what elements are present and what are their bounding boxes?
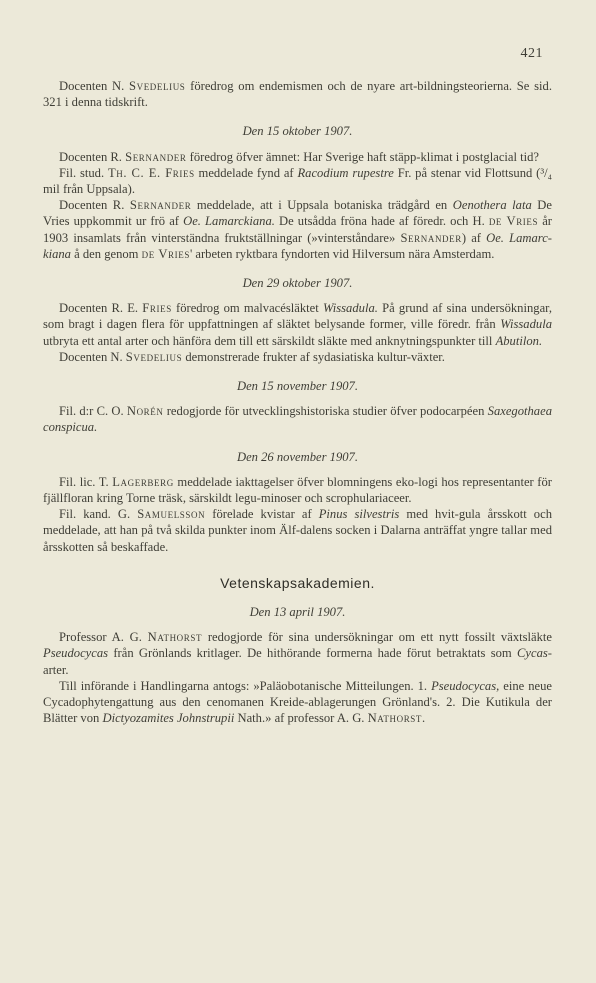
text-run: Till införande i Handlingarna antogs: »Paläobotanische Mitteilungen. 1. <box>59 678 432 693</box>
italic-term: Racodium rupestre <box>297 165 394 180</box>
text-run: Nath.» af professor A. G. <box>234 711 368 726</box>
italic-term: Wissadula <box>500 317 552 332</box>
text-run: . <box>422 711 426 726</box>
text-run: år 1903 insamlats från vinterständna fruktställningar (»vinterståndare» <box>43 214 553 245</box>
text-run: Fil. lic. T. <box>59 474 113 489</box>
italic-term: Pseudocycas, <box>431 678 500 693</box>
person-name: Svedelius <box>125 349 183 364</box>
meeting-date: Den 29 oktober 1907. <box>242 276 353 291</box>
text-run: De utsådda fröna hade af föredr. och H. <box>274 214 489 229</box>
person-name: Sernander <box>400 230 462 245</box>
italic-term: Oe. Lamarc-kiana <box>43 230 552 261</box>
italic-term: Abutilon. <box>495 333 543 348</box>
page-number: 421 <box>520 46 543 61</box>
text-run: redogjorde för utvecklingshistoriska studier öfver podocarpéen <box>163 404 488 419</box>
paragraph <box>43 165 552 197</box>
paragraph <box>43 197 552 262</box>
page-body <box>43 78 552 727</box>
italic-term: Oe. Lamarckiana. <box>183 214 275 229</box>
text-run: meddelade iakttagelser öfver blomningens eko-logi hos representanter för fjällfloran kring Torne träsk, särskildt legu-minoser och scrophulariaceer. <box>43 474 552 506</box>
text-run: Docenten R. <box>59 149 126 164</box>
text-run: meddelade, att i Uppsala botaniska trädgård en <box>191 198 453 213</box>
paragraph <box>43 403 552 435</box>
text-run: redogjorde för sina undersökningar om ett nytt fossilt växtsläkte <box>202 630 552 645</box>
text-run: ) af <box>461 230 487 245</box>
text-run: De Vries uppkommit ur frö af <box>43 198 552 229</box>
section-heading: Vetenskapsakademien. <box>220 574 375 591</box>
text-run: från Grönlands kritlager. De hithörande formerna hade förut betraktats som <box>108 646 518 661</box>
person-name: Nathorst <box>147 630 203 645</box>
paragraph <box>43 78 552 110</box>
person-name: Norén <box>126 404 164 419</box>
person-name: Sernander <box>125 149 187 164</box>
meeting-date: Den 15 november 1907. <box>236 379 358 394</box>
text-run: föredrog öfver ämnet: Har Sverige haft stäpp-klimat i postglacial tid? <box>186 149 540 164</box>
paragraph <box>43 474 552 506</box>
italic-term: Pseudocycas <box>43 646 109 661</box>
person-name: Nathorst <box>367 711 423 726</box>
person-name: Samuelsson <box>137 507 206 522</box>
text-run: meddelade fynd af <box>194 165 298 180</box>
text-run: med hvit-gula årsskott och meddelade, att han på två skilda punkter inom Älf-dalens socken i Dalarna anträffat yngre tallar med årsskotten så beskaffade. <box>43 507 552 554</box>
meeting-date: Den 13 april 1907. <box>249 605 346 620</box>
text-run: Fil. kand. G. <box>59 507 138 522</box>
text-run: Docenten R. E. <box>59 301 143 316</box>
person-name: Svedelius <box>129 79 186 93</box>
paragraph <box>43 629 552 678</box>
text-run: utbryta ett antal arter och hänföra dem till ett särskildt släkte med anknytningspunkter till <box>43 333 496 348</box>
text-run: föredrog om endemismen och de nyare art-bildningsteorierna. Se sid. 321 i denna tidskrift. <box>43 79 552 110</box>
meeting-date: Den 15 oktober 1907. <box>242 124 353 139</box>
text-run: å den genom <box>70 246 142 261</box>
italic-term: Pinus silvestris <box>318 507 400 522</box>
paragraph <box>43 300 552 349</box>
paragraph <box>43 678 552 727</box>
text-run: Docenten N. <box>59 349 126 364</box>
person-name: Fries <box>142 301 172 316</box>
text-run: Fil. stud. <box>59 165 108 180</box>
text-run: På grund af sina undersökningar, som bragt i dagen flera för uppfattningen af släktet belysande former, ville föredr. från <box>43 301 552 332</box>
text-run: föredrog om malvacésläktet <box>171 301 323 316</box>
person-name: de Vries <box>488 214 539 229</box>
text-run: demonstrerade frukter af sydasiatiska kultur-växter. <box>182 349 445 364</box>
paragraph <box>43 506 552 555</box>
text-run: eine neue Cycadophytengattung aus den cenomanen Kreide-ablagerungen Grönland's. 2. Die Kutikula der Blätter von <box>43 678 552 726</box>
italic-term: Oenothera lata <box>452 198 532 213</box>
italic-term: Cycas <box>517 646 548 661</box>
person-name: Lagerberg <box>112 474 174 489</box>
person-name: Sernander <box>129 198 192 213</box>
text-run: Fr. på stenar vid Flottsund (³/₄ mil från Uppsala). <box>43 165 552 197</box>
text-run: ' arbeten ryktbara fyndorten vid Hilversum nära Amsterdam. <box>189 246 495 261</box>
text-run: förelade kvistar af <box>205 507 319 522</box>
paragraph <box>43 349 552 365</box>
italic-term: Dictyozamites Johnstrupii <box>102 711 235 726</box>
text-run: Fil. d:r C. O. <box>59 404 127 419</box>
italic-term: Wissadula. <box>322 301 378 316</box>
meeting-date: Den 26 november 1907. <box>236 449 358 464</box>
person-name: de Vries <box>141 246 190 261</box>
text-run: Professor A. G. <box>59 630 148 645</box>
text-run: Docenten R. <box>59 198 130 213</box>
italic-term: Saxegothaea conspicua. <box>43 404 552 435</box>
paragraph <box>43 149 552 165</box>
text-run: -arter. <box>43 646 552 677</box>
person-name: Th. C. E. Fries <box>107 165 195 180</box>
text-run: Docenten N. <box>59 79 129 93</box>
